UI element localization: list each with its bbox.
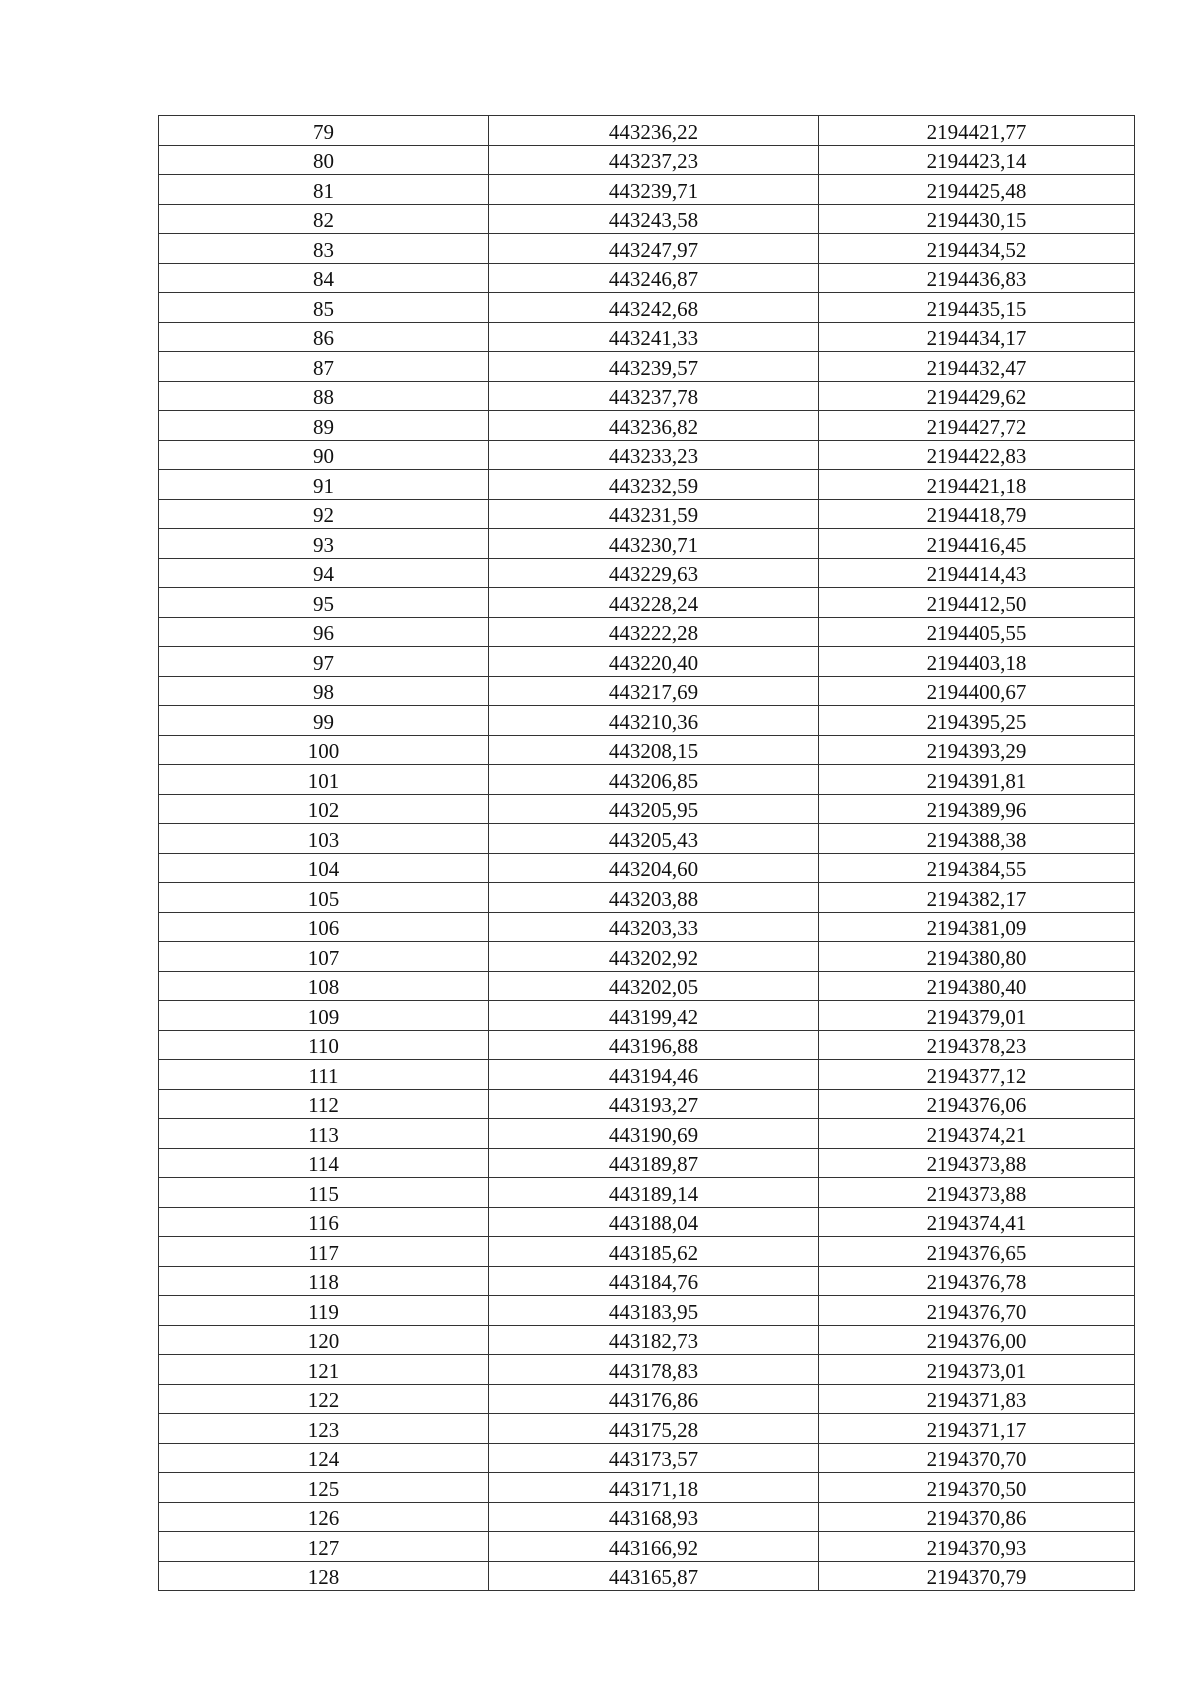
x-coordinate-cell: 443194,46 [489, 1060, 819, 1090]
point-number-cell: 101 [159, 765, 489, 795]
table-row [159, 558, 1135, 588]
point-number-cell: 127 [159, 1532, 489, 1562]
table-row [159, 1325, 1135, 1355]
table-row [159, 1119, 1135, 1149]
y-coordinate-cell: 2194436,83 [819, 263, 1135, 293]
point-number-cell: 118 [159, 1266, 489, 1296]
x-coordinate-cell: 443242,68 [489, 293, 819, 323]
y-coordinate-cell: 2194427,72 [819, 411, 1135, 441]
table-row [159, 381, 1135, 411]
y-coordinate-cell: 2194391,81 [819, 765, 1135, 795]
y-coordinate-cell: 2194370,86 [819, 1502, 1135, 1532]
table-row [159, 1561, 1135, 1591]
x-coordinate-cell: 443182,73 [489, 1325, 819, 1355]
point-number-cell: 80 [159, 145, 489, 175]
x-coordinate-cell: 443237,23 [489, 145, 819, 175]
point-number-cell: 126 [159, 1502, 489, 1532]
x-coordinate-cell: 443210,36 [489, 706, 819, 736]
point-number-cell: 103 [159, 824, 489, 854]
x-coordinate-cell: 443178,83 [489, 1355, 819, 1385]
coordinates-table-body [159, 116, 1135, 1591]
x-coordinate-cell: 443246,87 [489, 263, 819, 293]
point-number-cell: 111 [159, 1060, 489, 1090]
point-number-cell: 114 [159, 1148, 489, 1178]
y-coordinate-cell: 2194371,17 [819, 1414, 1135, 1444]
point-number-cell: 79 [159, 116, 489, 146]
x-coordinate-cell: 443193,27 [489, 1089, 819, 1119]
y-coordinate-cell: 2194384,55 [819, 853, 1135, 883]
y-coordinate-cell: 2194393,29 [819, 735, 1135, 765]
x-coordinate-cell: 443217,69 [489, 676, 819, 706]
table-row [159, 234, 1135, 264]
x-coordinate-cell: 443189,14 [489, 1178, 819, 1208]
y-coordinate-cell: 2194370,50 [819, 1473, 1135, 1503]
point-number-cell: 90 [159, 440, 489, 470]
table-row [159, 440, 1135, 470]
y-coordinate-cell: 2194405,55 [819, 617, 1135, 647]
x-coordinate-cell: 443241,33 [489, 322, 819, 352]
table-row [159, 1089, 1135, 1119]
point-number-cell: 108 [159, 971, 489, 1001]
x-coordinate-cell: 443222,28 [489, 617, 819, 647]
table-row [159, 1178, 1135, 1208]
x-coordinate-cell: 443175,28 [489, 1414, 819, 1444]
x-coordinate-cell: 443171,18 [489, 1473, 819, 1503]
table-row [159, 1414, 1135, 1444]
table-row [159, 293, 1135, 323]
table-row [159, 942, 1135, 972]
table-row [159, 175, 1135, 205]
x-coordinate-cell: 443233,23 [489, 440, 819, 470]
table-row [159, 1473, 1135, 1503]
y-coordinate-cell: 2194378,23 [819, 1030, 1135, 1060]
y-coordinate-cell: 2194377,12 [819, 1060, 1135, 1090]
point-number-cell: 91 [159, 470, 489, 500]
y-coordinate-cell: 2194416,45 [819, 529, 1135, 559]
y-coordinate-cell: 2194421,77 [819, 116, 1135, 146]
table-row [159, 883, 1135, 913]
table-row [159, 706, 1135, 736]
point-number-cell: 99 [159, 706, 489, 736]
table-row [159, 735, 1135, 765]
table-row [159, 676, 1135, 706]
point-number-cell: 112 [159, 1089, 489, 1119]
table-row [159, 971, 1135, 1001]
table-row [159, 1443, 1135, 1473]
point-number-cell: 119 [159, 1296, 489, 1326]
point-number-cell: 81 [159, 175, 489, 205]
x-coordinate-cell: 443173,57 [489, 1443, 819, 1473]
y-coordinate-cell: 2194381,09 [819, 912, 1135, 942]
point-number-cell: 100 [159, 735, 489, 765]
point-number-cell: 116 [159, 1207, 489, 1237]
y-coordinate-cell: 2194376,78 [819, 1266, 1135, 1296]
point-number-cell: 128 [159, 1561, 489, 1591]
x-coordinate-cell: 443183,95 [489, 1296, 819, 1326]
x-coordinate-cell: 443203,33 [489, 912, 819, 942]
y-coordinate-cell: 2194434,17 [819, 322, 1135, 352]
table-row [159, 204, 1135, 234]
table-row [159, 617, 1135, 647]
y-coordinate-cell: 2194435,15 [819, 293, 1135, 323]
point-number-cell: 117 [159, 1237, 489, 1267]
x-coordinate-cell: 443185,62 [489, 1237, 819, 1267]
table-row [159, 116, 1135, 146]
table-row [159, 1502, 1135, 1532]
point-number-cell: 82 [159, 204, 489, 234]
x-coordinate-cell: 443228,24 [489, 588, 819, 618]
table-row [159, 263, 1135, 293]
x-coordinate-cell: 443165,87 [489, 1561, 819, 1591]
table-row [159, 470, 1135, 500]
x-coordinate-cell: 443239,71 [489, 175, 819, 205]
x-coordinate-cell: 443188,04 [489, 1207, 819, 1237]
table-row [159, 824, 1135, 854]
point-number-cell: 85 [159, 293, 489, 323]
x-coordinate-cell: 443168,93 [489, 1502, 819, 1532]
table-row [159, 1296, 1135, 1326]
point-number-cell: 113 [159, 1119, 489, 1149]
x-coordinate-cell: 443239,57 [489, 352, 819, 382]
y-coordinate-cell: 2194412,50 [819, 588, 1135, 618]
table-row [159, 1532, 1135, 1562]
point-number-cell: 106 [159, 912, 489, 942]
table-row [159, 1355, 1135, 1385]
x-coordinate-cell: 443202,05 [489, 971, 819, 1001]
table-row [159, 1237, 1135, 1267]
table-row [159, 1148, 1135, 1178]
y-coordinate-cell: 2194395,25 [819, 706, 1135, 736]
y-coordinate-cell: 2194373,01 [819, 1355, 1135, 1385]
point-number-cell: 105 [159, 883, 489, 913]
y-coordinate-cell: 2194414,43 [819, 558, 1135, 588]
y-coordinate-cell: 2194403,18 [819, 647, 1135, 677]
y-coordinate-cell: 2194429,62 [819, 381, 1135, 411]
table-row [159, 411, 1135, 441]
y-coordinate-cell: 2194376,65 [819, 1237, 1135, 1267]
y-coordinate-cell: 2194373,88 [819, 1148, 1135, 1178]
table-row [159, 1207, 1135, 1237]
point-number-cell: 97 [159, 647, 489, 677]
y-coordinate-cell: 2194370,70 [819, 1443, 1135, 1473]
y-coordinate-cell: 2194370,79 [819, 1561, 1135, 1591]
table-row [159, 352, 1135, 382]
y-coordinate-cell: 2194388,38 [819, 824, 1135, 854]
y-coordinate-cell: 2194400,67 [819, 676, 1135, 706]
x-coordinate-cell: 443205,43 [489, 824, 819, 854]
y-coordinate-cell: 2194376,06 [819, 1089, 1135, 1119]
point-number-cell: 110 [159, 1030, 489, 1060]
point-number-cell: 125 [159, 1473, 489, 1503]
y-coordinate-cell: 2194389,96 [819, 794, 1135, 824]
point-number-cell: 104 [159, 853, 489, 883]
point-number-cell: 102 [159, 794, 489, 824]
y-coordinate-cell: 2194432,47 [819, 352, 1135, 382]
point-number-cell: 84 [159, 263, 489, 293]
x-coordinate-cell: 443220,40 [489, 647, 819, 677]
y-coordinate-cell: 2194371,83 [819, 1384, 1135, 1414]
point-number-cell: 92 [159, 499, 489, 529]
y-coordinate-cell: 2194380,40 [819, 971, 1135, 1001]
x-coordinate-cell: 443176,86 [489, 1384, 819, 1414]
point-number-cell: 98 [159, 676, 489, 706]
x-coordinate-cell: 443189,87 [489, 1148, 819, 1178]
x-coordinate-cell: 443208,15 [489, 735, 819, 765]
table-row [159, 1266, 1135, 1296]
y-coordinate-cell: 2194373,88 [819, 1178, 1135, 1208]
table-row [159, 853, 1135, 883]
table-row [159, 1384, 1135, 1414]
x-coordinate-cell: 443199,42 [489, 1001, 819, 1031]
point-number-cell: 86 [159, 322, 489, 352]
x-coordinate-cell: 443232,59 [489, 470, 819, 500]
table-row [159, 529, 1135, 559]
table-row [159, 588, 1135, 618]
table-row [159, 647, 1135, 677]
x-coordinate-cell: 443230,71 [489, 529, 819, 559]
point-number-cell: 88 [159, 381, 489, 411]
table-row [159, 765, 1135, 795]
y-coordinate-cell: 2194425,48 [819, 175, 1135, 205]
point-number-cell: 89 [159, 411, 489, 441]
y-coordinate-cell: 2194418,79 [819, 499, 1135, 529]
x-coordinate-cell: 443243,58 [489, 204, 819, 234]
y-coordinate-cell: 2194376,00 [819, 1325, 1135, 1355]
point-number-cell: 122 [159, 1384, 489, 1414]
y-coordinate-cell: 2194422,83 [819, 440, 1135, 470]
x-coordinate-cell: 443236,82 [489, 411, 819, 441]
point-number-cell: 121 [159, 1355, 489, 1385]
table-row [159, 145, 1135, 175]
y-coordinate-cell: 2194374,41 [819, 1207, 1135, 1237]
y-coordinate-cell: 2194376,70 [819, 1296, 1135, 1326]
x-coordinate-cell: 443203,88 [489, 883, 819, 913]
point-number-cell: 94 [159, 558, 489, 588]
x-coordinate-cell: 443206,85 [489, 765, 819, 795]
y-coordinate-cell: 2194434,52 [819, 234, 1135, 264]
point-number-cell: 120 [159, 1325, 489, 1355]
table-row [159, 499, 1135, 529]
x-coordinate-cell: 443190,69 [489, 1119, 819, 1149]
y-coordinate-cell: 2194379,01 [819, 1001, 1135, 1031]
point-number-cell: 95 [159, 588, 489, 618]
table-row [159, 322, 1135, 352]
point-number-cell: 123 [159, 1414, 489, 1444]
y-coordinate-cell: 2194423,14 [819, 145, 1135, 175]
table-row [159, 1060, 1135, 1090]
x-coordinate-cell: 443166,92 [489, 1532, 819, 1562]
y-coordinate-cell: 2194430,15 [819, 204, 1135, 234]
x-coordinate-cell: 443237,78 [489, 381, 819, 411]
y-coordinate-cell: 2194382,17 [819, 883, 1135, 913]
coordinates-table [158, 115, 1135, 1591]
point-number-cell: 93 [159, 529, 489, 559]
point-number-cell: 109 [159, 1001, 489, 1031]
x-coordinate-cell: 443196,88 [489, 1030, 819, 1060]
x-coordinate-cell: 443202,92 [489, 942, 819, 972]
x-coordinate-cell: 443247,97 [489, 234, 819, 264]
point-number-cell: 115 [159, 1178, 489, 1208]
x-coordinate-cell: 443184,76 [489, 1266, 819, 1296]
x-coordinate-cell: 443236,22 [489, 116, 819, 146]
y-coordinate-cell: 2194380,80 [819, 942, 1135, 972]
table-row [159, 912, 1135, 942]
point-number-cell: 87 [159, 352, 489, 382]
point-number-cell: 107 [159, 942, 489, 972]
x-coordinate-cell: 443205,95 [489, 794, 819, 824]
x-coordinate-cell: 443229,63 [489, 558, 819, 588]
y-coordinate-cell: 2194374,21 [819, 1119, 1135, 1149]
point-number-cell: 83 [159, 234, 489, 264]
y-coordinate-cell: 2194370,93 [819, 1532, 1135, 1562]
y-coordinate-cell: 2194421,18 [819, 470, 1135, 500]
table-row [159, 794, 1135, 824]
x-coordinate-cell: 443204,60 [489, 853, 819, 883]
point-number-cell: 124 [159, 1443, 489, 1473]
table-row [159, 1030, 1135, 1060]
table-row [159, 1001, 1135, 1031]
x-coordinate-cell: 443231,59 [489, 499, 819, 529]
point-number-cell: 96 [159, 617, 489, 647]
